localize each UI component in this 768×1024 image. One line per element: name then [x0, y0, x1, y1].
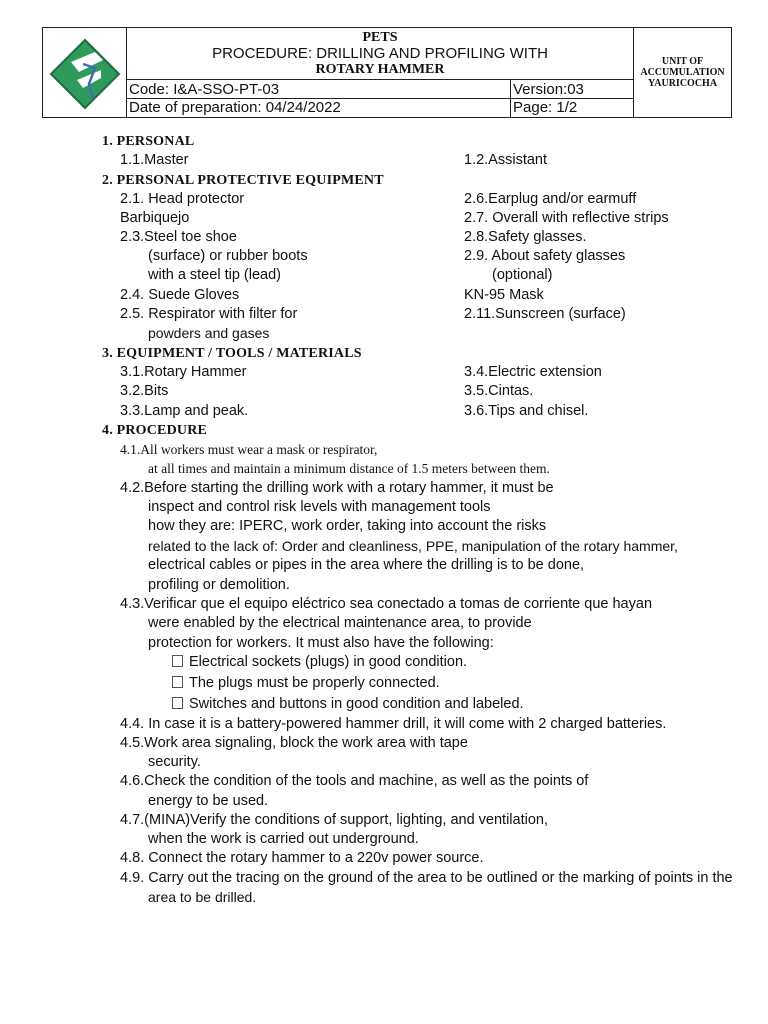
procedure-line: area to be drilled. [148, 889, 257, 905]
checkbox-icon [172, 697, 183, 709]
list-item: 2.3.Steel toe shoe [120, 229, 237, 245]
unit-line-1: UNIT OF [661, 56, 704, 67]
procedure-line: 4.9. Carry out the tracing on the ground of the area to be outlined or the marking of points in the [120, 870, 733, 886]
list-item: 3.5.Cintas. [464, 383, 534, 399]
list-item: (surface) or rubber boots [148, 248, 308, 264]
list-item: 1.1.Master [120, 152, 189, 168]
procedure-line: 4.4. In case it is a battery-powered hammer drill, it will come with 2 charged batteries. [120, 716, 667, 732]
list-item: 2.7. Overall with reflective strips [464, 210, 669, 226]
list-item: 2.5. Respirator with filter for [120, 306, 298, 322]
procedure-line: profiling or demolition. [148, 577, 290, 593]
list-item: 2.6.Earplug and/or earmuff [464, 191, 637, 207]
procedure-line: energy to be used. [148, 793, 269, 809]
page-number-field: Page: 1/2 [513, 99, 578, 116]
version-field: Version:03 [511, 80, 633, 99]
checkbox-icon [172, 655, 183, 667]
list-item: 2.11.Sunscreen (surface) [464, 306, 626, 322]
unit-line-2: ACCUMULATION [640, 67, 725, 78]
title-cell [127, 28, 633, 80]
list-item: 3.1.Rotary Hammer [120, 364, 247, 380]
procedure-line: inspect and control risk levels with management tools [148, 499, 491, 515]
list-item: 3.2.Bits [120, 383, 169, 399]
checklist-item-label: Electrical sockets (plugs) in good condition. [189, 654, 468, 670]
procedure-subtitle: ROTARY HAMMER [315, 62, 445, 77]
procedure-line: 4.3.Verificar que el equipo eléctrico sea conectado a tomas de corriente que hayan [120, 596, 653, 612]
list-item: 2.4. Suede Gloves [120, 287, 240, 303]
logo-cell [43, 28, 127, 117]
unit-cell [633, 28, 731, 117]
procedure-line: 4.7.(MINA)Verify the conditions of support, lighting, and ventilation, [120, 812, 548, 828]
list-item: 3.6.Tips and chisel. [464, 403, 589, 419]
document-header [42, 27, 732, 118]
list-item: powders and gases [148, 325, 270, 341]
checklist-item-label: Switches and buttons in good condition and labeled. [189, 696, 524, 712]
checkbox-icon [172, 676, 183, 688]
unit-line-3: YAURICOCHA [647, 78, 718, 89]
procedure-line: how they are: IPERC, work order, taking into account the risks [148, 518, 547, 534]
doc-type-label: PETS [362, 30, 398, 45]
procedure-line: related to the lack of: Order and cleanliness, PPE, manipulation of the rotary hammer, [148, 538, 678, 554]
section-heading-personal: 1. PERSONAL [102, 134, 195, 149]
checklist-item [172, 654, 467, 671]
procedure-line: electrical cables or pipes in the area where the drilling is to be done, [148, 557, 585, 573]
list-item: KN-95 Mask [464, 287, 544, 303]
list-item: 3.4.Electric extension [464, 364, 602, 380]
procedure-line: 4.1.All workers must wear a mask or respirator, [120, 442, 378, 457]
checklist-item [172, 675, 440, 692]
checklist-item-label: The plugs must be properly connected. [189, 675, 440, 691]
company-logo-icon [43, 28, 127, 117]
procedure-line: 4.2.Before starting the drilling work with a rotary hammer, it must be [120, 480, 554, 496]
list-item: 2.1. Head protector [120, 191, 245, 207]
procedure-line: 4.8. Connect the rotary hammer to a 220v power source. [120, 850, 484, 866]
procedure-line: were enabled by the electrical maintenance area, to provide [148, 615, 532, 631]
code-field: Code: I&A-SSO-PT-03 [127, 80, 511, 99]
list-item: with a steel tip (lead) [148, 267, 281, 283]
date-field: Date of preparation: 04/24/2022 [127, 99, 511, 117]
list-item: 1.2.Assistant [464, 152, 548, 168]
section-heading-ppe: 2. PERSONAL PROTECTIVE EQUIPMENT [102, 173, 384, 188]
procedure-line: at all times and maintain a minimum distance of 1.5 meters between them. [148, 461, 550, 476]
list-item: 2.9. About safety glasses [464, 248, 626, 264]
list-item: Barbiquejo [120, 210, 190, 226]
section-heading-equipment: 3. EQUIPMENT / TOOLS / MATERIALS [102, 346, 362, 361]
checklist-item [172, 696, 524, 713]
section-heading-procedure: 4. PROCEDURE [102, 423, 208, 438]
procedure-title: PROCEDURE: DRILLING AND PROFILING WITH [212, 45, 548, 62]
procedure-line: protection for workers. It must also have the following: [148, 635, 494, 651]
procedure-line: when the work is carried out underground. [148, 831, 419, 847]
procedure-line: 4.5.Work area signaling, block the work area with tape [120, 735, 468, 751]
list-item: 3.3.Lamp and peak. [120, 403, 249, 419]
procedure-line: 4.6.Check the condition of the tools and machine, as well as the points of [120, 773, 589, 789]
list-item: 2.8.Safety glasses. [464, 229, 587, 245]
procedure-line: security. [148, 754, 201, 770]
list-item: (optional) [492, 267, 553, 283]
